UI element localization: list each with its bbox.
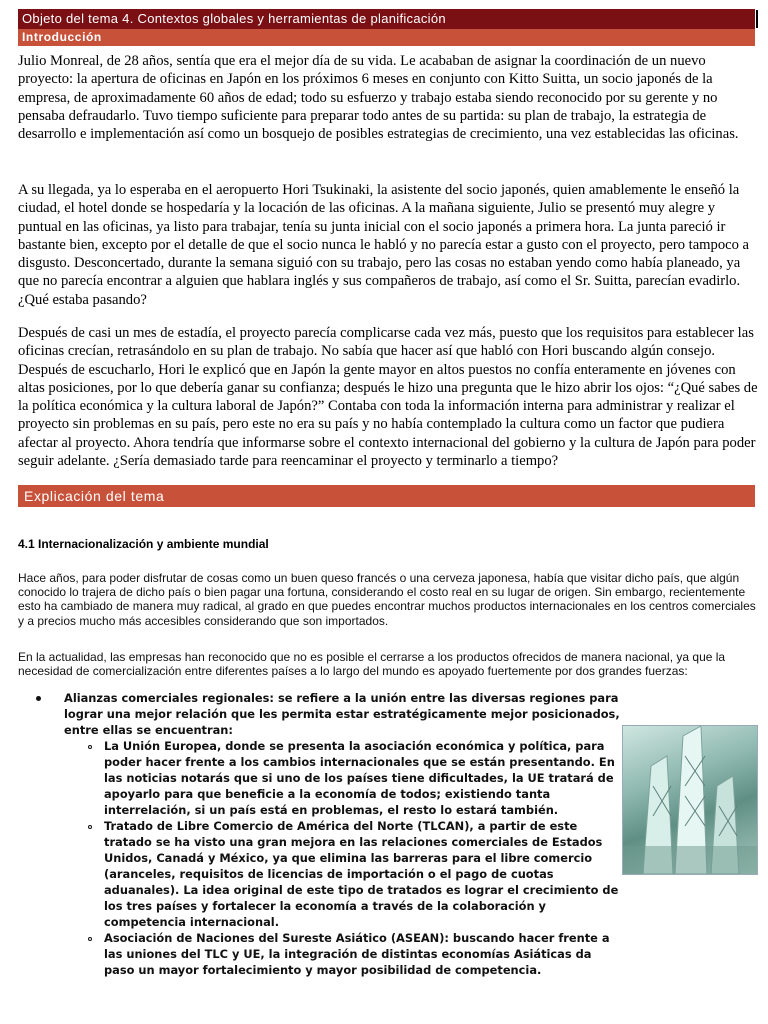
explanation-heading: Explicación del tema (24, 488, 165, 504)
circle-bullet-icon (88, 825, 92, 829)
section-paragraph-1 (18, 571, 758, 628)
sub-list-item (22, 930, 624, 978)
bullet-icon (36, 696, 41, 701)
topic-title: Objeto del tema 4. Contextos globales y herramientas de planificación (22, 11, 446, 26)
sub-list-item (22, 818, 624, 930)
paragraph-text: Julio Monreal, de 28 años, sentía que era el mejor día de su vida. Le acababan de asignar la coordinación de un nuevo proyecto: la apertura de oficinas en Japón en los próximos 6 meses en conjunto con Kitto Suitta, un socio japonés de la empresa, de aproximadamente 60 años de edad; todo su esfuerzo y trabajo estaba siendo reconocido por su gerente y no pensaba defraudarlo. Tuvo tiempo suficiente para preparar todo antes de su partida: su plan de trabajo, la estrategia de desarrollo e implementación así como un bosquejo de posibles estrategias de crecimiento, una vez establecidas las oficinas. (18, 53, 739, 143)
section-paragraph-2 (18, 650, 758, 678)
intro-paragraph-3 (18, 324, 758, 470)
sub-list-item (22, 738, 624, 818)
section-heading: 4.1 Internacionalización y ambiente mundial (18, 537, 269, 551)
circle-bullet-icon (88, 745, 92, 749)
intro-paragraph-1 (18, 52, 758, 143)
list-item-text: Alianzas comerciales regionales: se refiere a la unión entre las diversas regiones para lograr una mejor relación que les permita estar estratégicamente mejor posicionados, entre ellas se encuentran: (64, 691, 620, 737)
intro-heading-bar (18, 29, 755, 46)
skyscrapers-illustration (623, 726, 757, 874)
paragraph-text: A su llegada, ya lo esperaba en el aeropuerto Hori Tsukinaki, la asistente del socio japonés, quien amablemente le enseñó la ciudad, el hotel donde se hospedaría y la locación de las oficinas. A la mañana siguiente, Julio se presentó muy alegre y puntual en las oficinas, ya listo para trabajar, tenía su junta inicial con el socio japonés a primera hora. La junta pareció ir bastante bien, excepto por el detalle de que el socio nunca le habló y no parecía estar a gusto con el proyecto, pero tampoco a disgusto. Desconcertado, durante la semana siguió con su trabajo, pero las cosas no estaban yendo como había planeado, ya que no parecía encontrar a alguien que hablara inglés y sus compañeros de trabajo, así como el Sr. Suitta, parecían evadirlo. ¿Qué estaba pasando? (18, 182, 750, 308)
intro-heading: Introducción (22, 30, 102, 44)
sub-list-item-text: La Unión Europea, donde se presenta la asociación económica y política, para poder hacer frente a los cambios internacionales que se están presentando. En las noticias notarás que si uno de los países tiene dificultades, la UE tratará de apoyarlo para que beneficie a la economía de todos; existiendo tanta interrelación, si un país está en problemas, el resto lo estará también. (104, 739, 615, 817)
list-item (22, 690, 624, 738)
paragraph-text: Después de casi un mes de estadía, el proyecto parecía complicarse cada vez más, puesto que los requisitos para establecer las oficinas crecían, retrasándolo en su plan de trabajo. No sabía que hacer así que habló con Hori buscando algún consejo. Después de escucharlo, Hori le explicó que en Japón la gente mayor en altos puestos no confía enteramente en jóvenes con altas posiciones, por lo que debería ganar su confianza; después le hizo una pregunta que le hizo abrir los ojos: “¿Qué sabes de la política económica y la cultura laboral de Japón?” Contaba con toda la información interna para administrar y realizar el proyecto sin problemas en su país, pero este no era su país y no había contemplado la cultura como un factor que pudiera afectar al proyecto. Ahora tendría que informarse sobre el contexto internacional del gobierno y la cultura de Japón para poder seguir adelante. ¿Sería demasiado tarde para reencaminar el proyecto y terminarlo a tiempo? (18, 325, 758, 470)
skyscrapers-photo (622, 725, 758, 875)
sub-list-item-text: Asociación de Naciones del Sureste Asiático (ASEAN): buscando hacer frente a las uniones del TLC y UE, la integración de distintas economías Asiáticas da paso un mayor fortalecimiento y mayor posibilidad de competencia. (104, 931, 610, 977)
alliances-list (22, 690, 622, 978)
sub-list-item-text: Tratado de Libre Comercio de América del Norte (TLCAN), a partir de este tratado se ha visto una gran mejora en las relaciones comerciales de Estados Unidos, Canadá y México, ya que elimina las barreras para el libre comercio (aranceles, requisitos de licencias de importación o el pago de cuotas aduanales). La idea original de este tipo de tratados es lograr el crecimiento de los tres países y fortalecer la economía a través de la colaboración y competencia internacional. (104, 819, 619, 929)
paragraph-text: En la actualidad, las empresas han reconocido que no es posible el cerrarse a los productos ofrecidos de manera nacional, ya que la necesidad de comercialización entre diferentes países a lo largo del mundo es apoyado fuertemente por dos grandes fuerzas: (18, 650, 726, 679)
circle-bullet-icon (88, 937, 92, 941)
paragraph-text: Hace años, para poder disfrutar de cosas como un buen queso francés o una cerveza japonesa, había que visitar dicho país, que algún conocido lo trajera de dicho país o bien pagar una fortuna, considerando el costo real en su lugar de origen. Sin embargo, recientemente esto ha cambiado de manera muy radical, al grado en que puedes encontrar muchos productos internacionales en los centros comerciales y a precios mucho más accesibles considerando que son importados. (18, 571, 756, 628)
explanation-heading-bar (18, 485, 755, 507)
topic-title-bar (18, 9, 755, 29)
intro-paragraph-2 (18, 181, 758, 309)
